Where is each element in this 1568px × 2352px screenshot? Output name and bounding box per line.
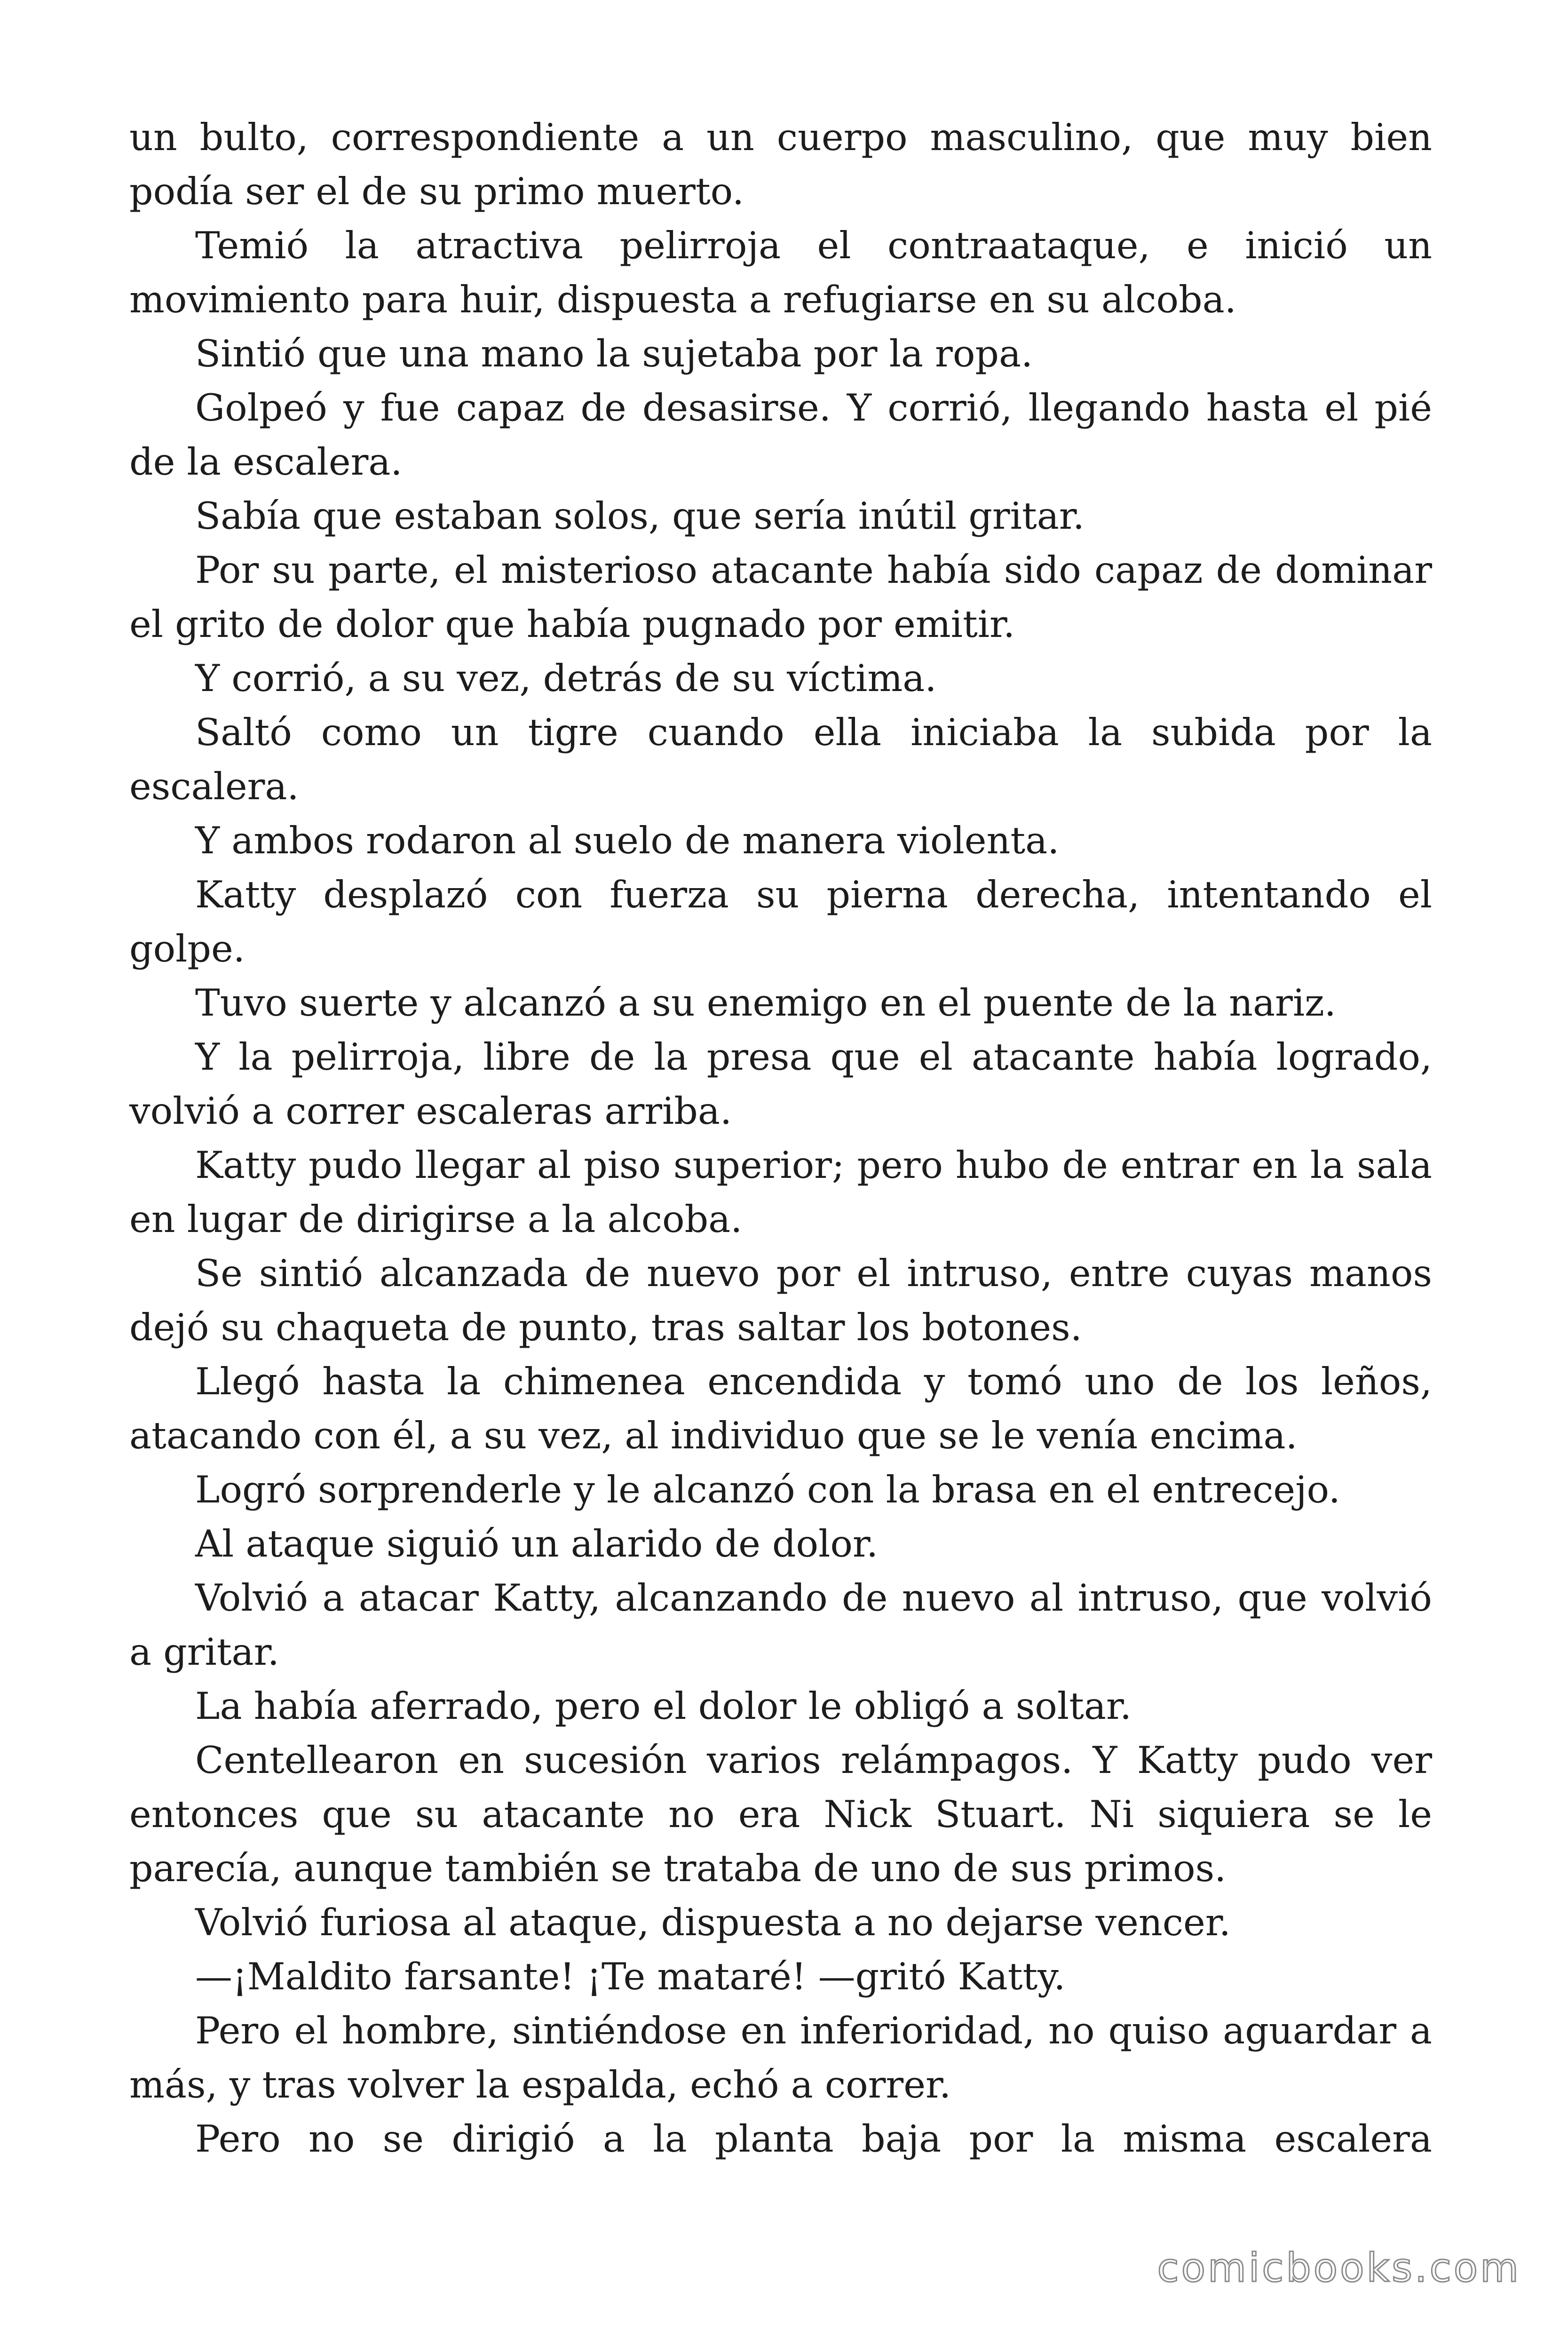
paragraph: Katty pudo llegar al piso superior; pero hubo de entrar en la sala en lugar de dirigirse a la alcoba.: [129, 1144, 1432, 1241]
paragraph: Golpeó y fue capaz de desasirse. Y corrió, llegando hasta el pié de la escalera.: [129, 386, 1432, 484]
paragraph-continues: Pero no se dirigió a la planta baja por la misma escalera: [195, 2117, 1432, 2161]
paragraph: Tuvo suerte y alcanzó a su enemigo en el puente de la nariz.: [195, 981, 1336, 1025]
paragraph: La había aferrado, pero el dolor le obligó a soltar.: [195, 1685, 1132, 1728]
paragraph: Volvió furiosa al ataque, dispuesta a no dejarse vencer.: [195, 1901, 1231, 1944]
paragraph: Al ataque siguió un alarido de dolor.: [195, 1522, 879, 1565]
paragraph: Y corrió, a su vez, detrás de su víctima.: [195, 657, 937, 700]
paragraph: Sintió que una mano la sujetaba por la ropa.: [195, 332, 1033, 375]
paragraph: Llegó hasta la chimenea encendida y tomó uno de los leños, atacando con él, a su vez, al individuo que se le venía encima.: [129, 1360, 1432, 1457]
paragraph: Se sintió alcanzada de nuevo por el intruso, entre cuyas manos dejó su chaqueta de punto, tras saltar los botones.: [129, 1252, 1432, 1349]
paragraph: Por su parte, el misterioso atacante había sido capaz de dominar el grito de dolor que había pugnado por emitir.: [129, 548, 1432, 646]
paragraph: Pero el hombre, sintiéndose en inferioridad, no quiso aguardar a más, y tras volver la espalda, echó a correr.: [129, 2009, 1432, 2106]
paragraph: Katty desplazó con fuerza su pierna derecha, intentando el golpe.: [129, 873, 1432, 970]
paragraph: Y ambos rodaron al suelo de manera violenta.: [195, 819, 1060, 862]
watermark-logo: comicbooks.com: [1157, 2245, 1521, 2291]
text-column: [129, 111, 1432, 2166]
paragraph: Saltó como un tigre cuando ella iniciaba la subida por la escalera.: [129, 711, 1432, 808]
paragraph: Sabía que estaban solos, que sería inútil gritar.: [195, 494, 1085, 538]
paragraph: Volvió a atacar Katty, alcanzando de nuevo al intruso, que volvió a gritar.: [129, 1576, 1432, 1674]
paragraph: Logró sorprenderle y le alcanzó con la brasa en el entrecejo.: [195, 1468, 1340, 1511]
paragraph-continuation: un bulto, correspondiente a un cuerpo masculino, que muy bien podía ser el de su primo muerto.: [129, 116, 1432, 213]
paragraph-dialogue: —¡Maldito farsante! ¡Te mataré! —gritó Katty.: [195, 1955, 1066, 1998]
paragraph: Temió la atractiva pelirroja el contraataque, e inició un movimiento para huir, dispuesta a refugiarse en su alcoba.: [129, 224, 1432, 321]
paragraph: Y la pelirroja, libre de la presa que el atacante había logrado, volvió a correr escaleras arriba.: [129, 1035, 1432, 1133]
paragraph: Centellearon en sucesión varios relámpagos. Y Katty pudo ver entonces que su atacante no era Nick Stuart. Ni siquiera se le parecía, aunque también se trataba de uno de sus primos.: [129, 1739, 1432, 1890]
